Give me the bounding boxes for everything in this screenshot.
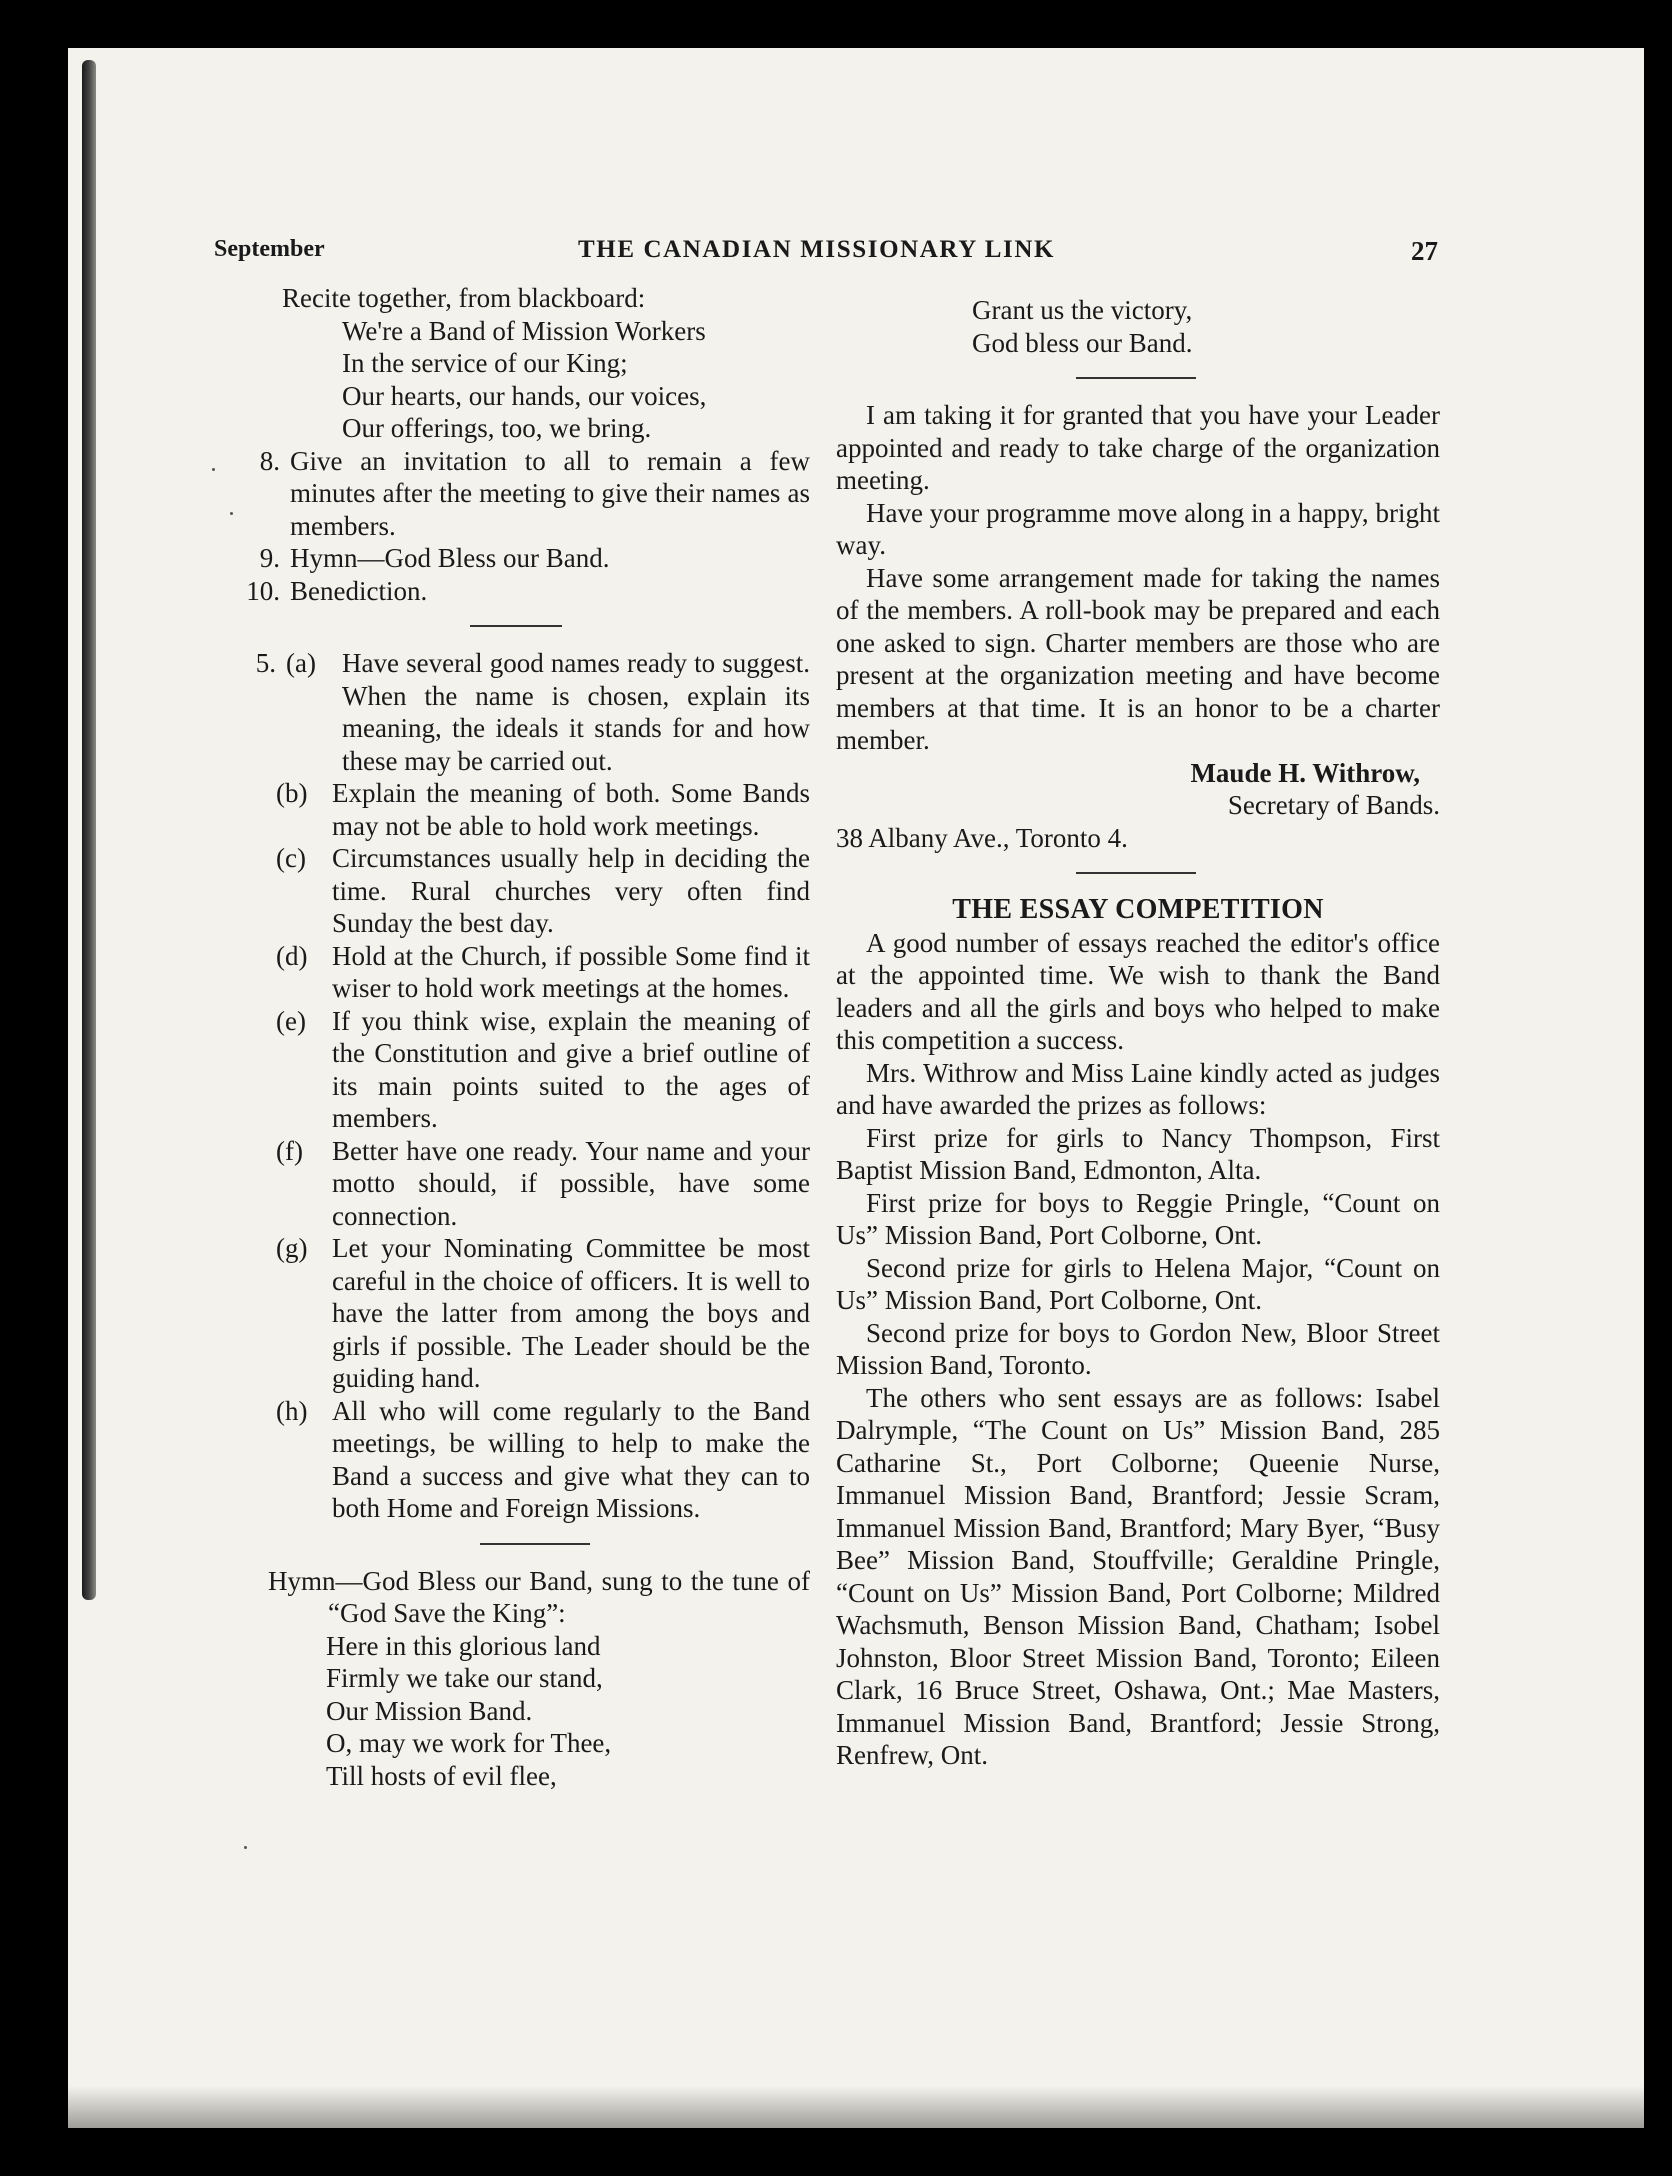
answer-letter: (f)	[276, 1135, 303, 1166]
step-number: 10.	[246, 575, 280, 606]
verse-line: Here in this glorious land	[326, 1630, 601, 1661]
step-number: 9.	[259, 543, 280, 573]
speck-mark	[212, 468, 215, 471]
step-text: Hymn—God Bless our Band.	[290, 543, 610, 573]
paragraph: First prize for boys to Reggie Pringle, “Count on Us” Mission Band, Port Colborne, Ont.	[836, 1187, 1440, 1250]
paragraph: First prize for girls to Nancy Thompson, First Baptist Mission Band, Edmonton, Alta.	[836, 1122, 1440, 1185]
paragraph: Have some arrangement made for taking the names of the members. A roll-book may be prepared and each one asked to sign. Charter members are those who are present at the organization meeting and have become members at that time. It is an honor to be a charter member.	[836, 562, 1440, 755]
answer-text: Have several good names ready to suggest. When the name is chosen, explain its meaning, the ideals it stands for and how these may be carried out.	[342, 648, 810, 776]
step-number: 8.	[259, 445, 280, 476]
paragraph: I am taking it for granted that you have your Leader appointed and ready to take charge of the organization meeting.	[836, 400, 1440, 495]
speck-mark	[244, 1846, 247, 1849]
binding-spine	[82, 60, 96, 1600]
step-text: Benediction.	[290, 575, 428, 606]
recite-intro: Recite together, from blackboard:	[282, 283, 646, 313]
answer-text: Let your Nominating Committee be most careful in the choice of officers. It is well to have the latter from among the boys and girls if possible. The Leader should be the guiding hand.	[332, 1233, 810, 1393]
hymn-verse-end	[836, 294, 1440, 359]
answer-letter: (e)	[276, 1005, 306, 1036]
signature-name: Maude H. Withrow,	[1190, 757, 1420, 788]
verse-line: Firmly we take our stand,	[326, 1663, 603, 1693]
answer-text: Circumstances usually help in deciding the time. Rural churches very often find Sunday the best day.	[332, 843, 810, 938]
signature-address: 38 Albany Ave., Toronto 4.	[836, 822, 1128, 853]
paragraph: Have your programme move along in a happy, bright way.	[836, 497, 1440, 560]
section-divider	[1076, 377, 1196, 379]
answer-text: Better have one ready. Your name and your motto should, if possible, have some connection.	[332, 1135, 810, 1231]
section-divider	[470, 625, 562, 627]
verse-line: O, may we work for Thee,	[326, 1728, 612, 1758]
verse-line: We're a Band of Mission Workers	[342, 315, 706, 346]
answer-text: Hold at the Church, if possible Some find it wiser to hold work meetings at the homes.	[332, 940, 810, 1003]
answer-text: All who will come regularly to the Band meetings, be willing to help to make the Band a success and give what they can to both Home and Foreign Missions.	[332, 1395, 810, 1523]
answer-item	[220, 1005, 810, 1135]
verse-line: Till hosts of evil flee,	[326, 1760, 557, 1791]
essay-competition-title: THE ESSAY COMPETITION	[952, 894, 1324, 925]
answer-letter: (c)	[276, 843, 306, 873]
section-divider	[480, 1543, 590, 1545]
programme-step	[220, 445, 810, 543]
running-head-month: September	[214, 236, 325, 262]
answer-letter: (a)	[286, 648, 316, 678]
answer-item	[220, 940, 810, 1005]
answer-item	[220, 647, 810, 777]
answer-text: If you think wise, explain the meaning of the Constitution and give a brief outline of its main points suited to the ages of members.	[332, 1005, 810, 1133]
answer-text: Explain the meaning of both. Some Bands may not be able to hold work meetings.	[332, 778, 810, 841]
hymn-intro: Hymn—God Bless our Band, sung to the tune of “God Save the King”:	[268, 1565, 810, 1628]
step-text: Give an invitation to all to remain a few minutes after the meeting to give their names as members.	[290, 445, 810, 541]
answer-item	[220, 777, 810, 842]
page-bottom-shadow	[68, 2086, 1644, 2128]
verse-line: God bless our Band.	[972, 327, 1193, 358]
signature-title: Secretary of Bands.	[1227, 790, 1440, 820]
left-column	[220, 282, 810, 1792]
page-number: 27	[1411, 236, 1438, 266]
paragraph: Mrs. Withrow and Miss Laine kindly acted as judges and have awarded the prizes as follows:	[836, 1057, 1440, 1120]
answer-item	[220, 1232, 810, 1395]
paragraph: Second prize for girls to Helena Major, “Count on Us” Mission Band, Port Colborne, Ont.	[836, 1252, 1440, 1315]
programme-step	[220, 542, 810, 575]
answers-number: 5.	[255, 648, 276, 678]
answers-list	[220, 647, 810, 1525]
verse-line: Grant us the victory,	[972, 295, 1193, 325]
recite-verse	[220, 315, 810, 445]
verse-line: Our offerings, too, we bring.	[342, 413, 652, 443]
right-column	[836, 294, 1440, 1772]
answer-letter: (b)	[276, 778, 308, 808]
verse-line: In the service of our King;	[342, 348, 628, 378]
answer-letter: (d)	[276, 940, 308, 971]
paragraph: A good number of essays reached the editor's office at the appointed time. We wish to thank the Band leaders and all the girls and boys who helped to make this competition a success.	[836, 927, 1440, 1055]
running-head-title: THE CANADIAN MISSIONARY LINK	[578, 236, 1056, 263]
section-divider	[1076, 872, 1196, 874]
answer-letter: (h)	[276, 1395, 308, 1426]
answer-item	[220, 1395, 810, 1525]
verse-line: Our Mission Band.	[326, 1695, 533, 1726]
verse-line: Our hearts, our hands, our voices,	[342, 380, 707, 411]
answer-item	[220, 842, 810, 940]
programme-step	[220, 575, 810, 608]
hymn-verse	[220, 1630, 810, 1793]
paragraph: Second prize for boys to Gordon New, Bloor Street Mission Band, Toronto.	[836, 1317, 1440, 1380]
answer-letter: (g)	[276, 1233, 308, 1263]
paragraph: The others who sent essays are as follows: Isabel Dalrymple, “The Count on Us” Mission Band, 285 Catharine St., Port Colborne; Queenie Nurse, Immanuel Mission Band, Brantford; Jessie Scram, Immanuel Mission Band, Brantford; Mary Byer, “Busy Bee” Mission Band, Stouffville; Geraldine Pringle, “Count on Us” Mission Band, Port Colborne; Mildred Wachsmuth, Benson Mission Band, Chatham; Isobel Johnston, Bloor Street Mission Band, Toronto; Eileen Clark, 16 Bruce Street, Oshawa, Ont.; Mae Masters, Immanuel Mission Band, Brantford; Jessie Strong, Renfrew, Ont.	[836, 1382, 1440, 1770]
answer-item	[220, 1135, 810, 1233]
